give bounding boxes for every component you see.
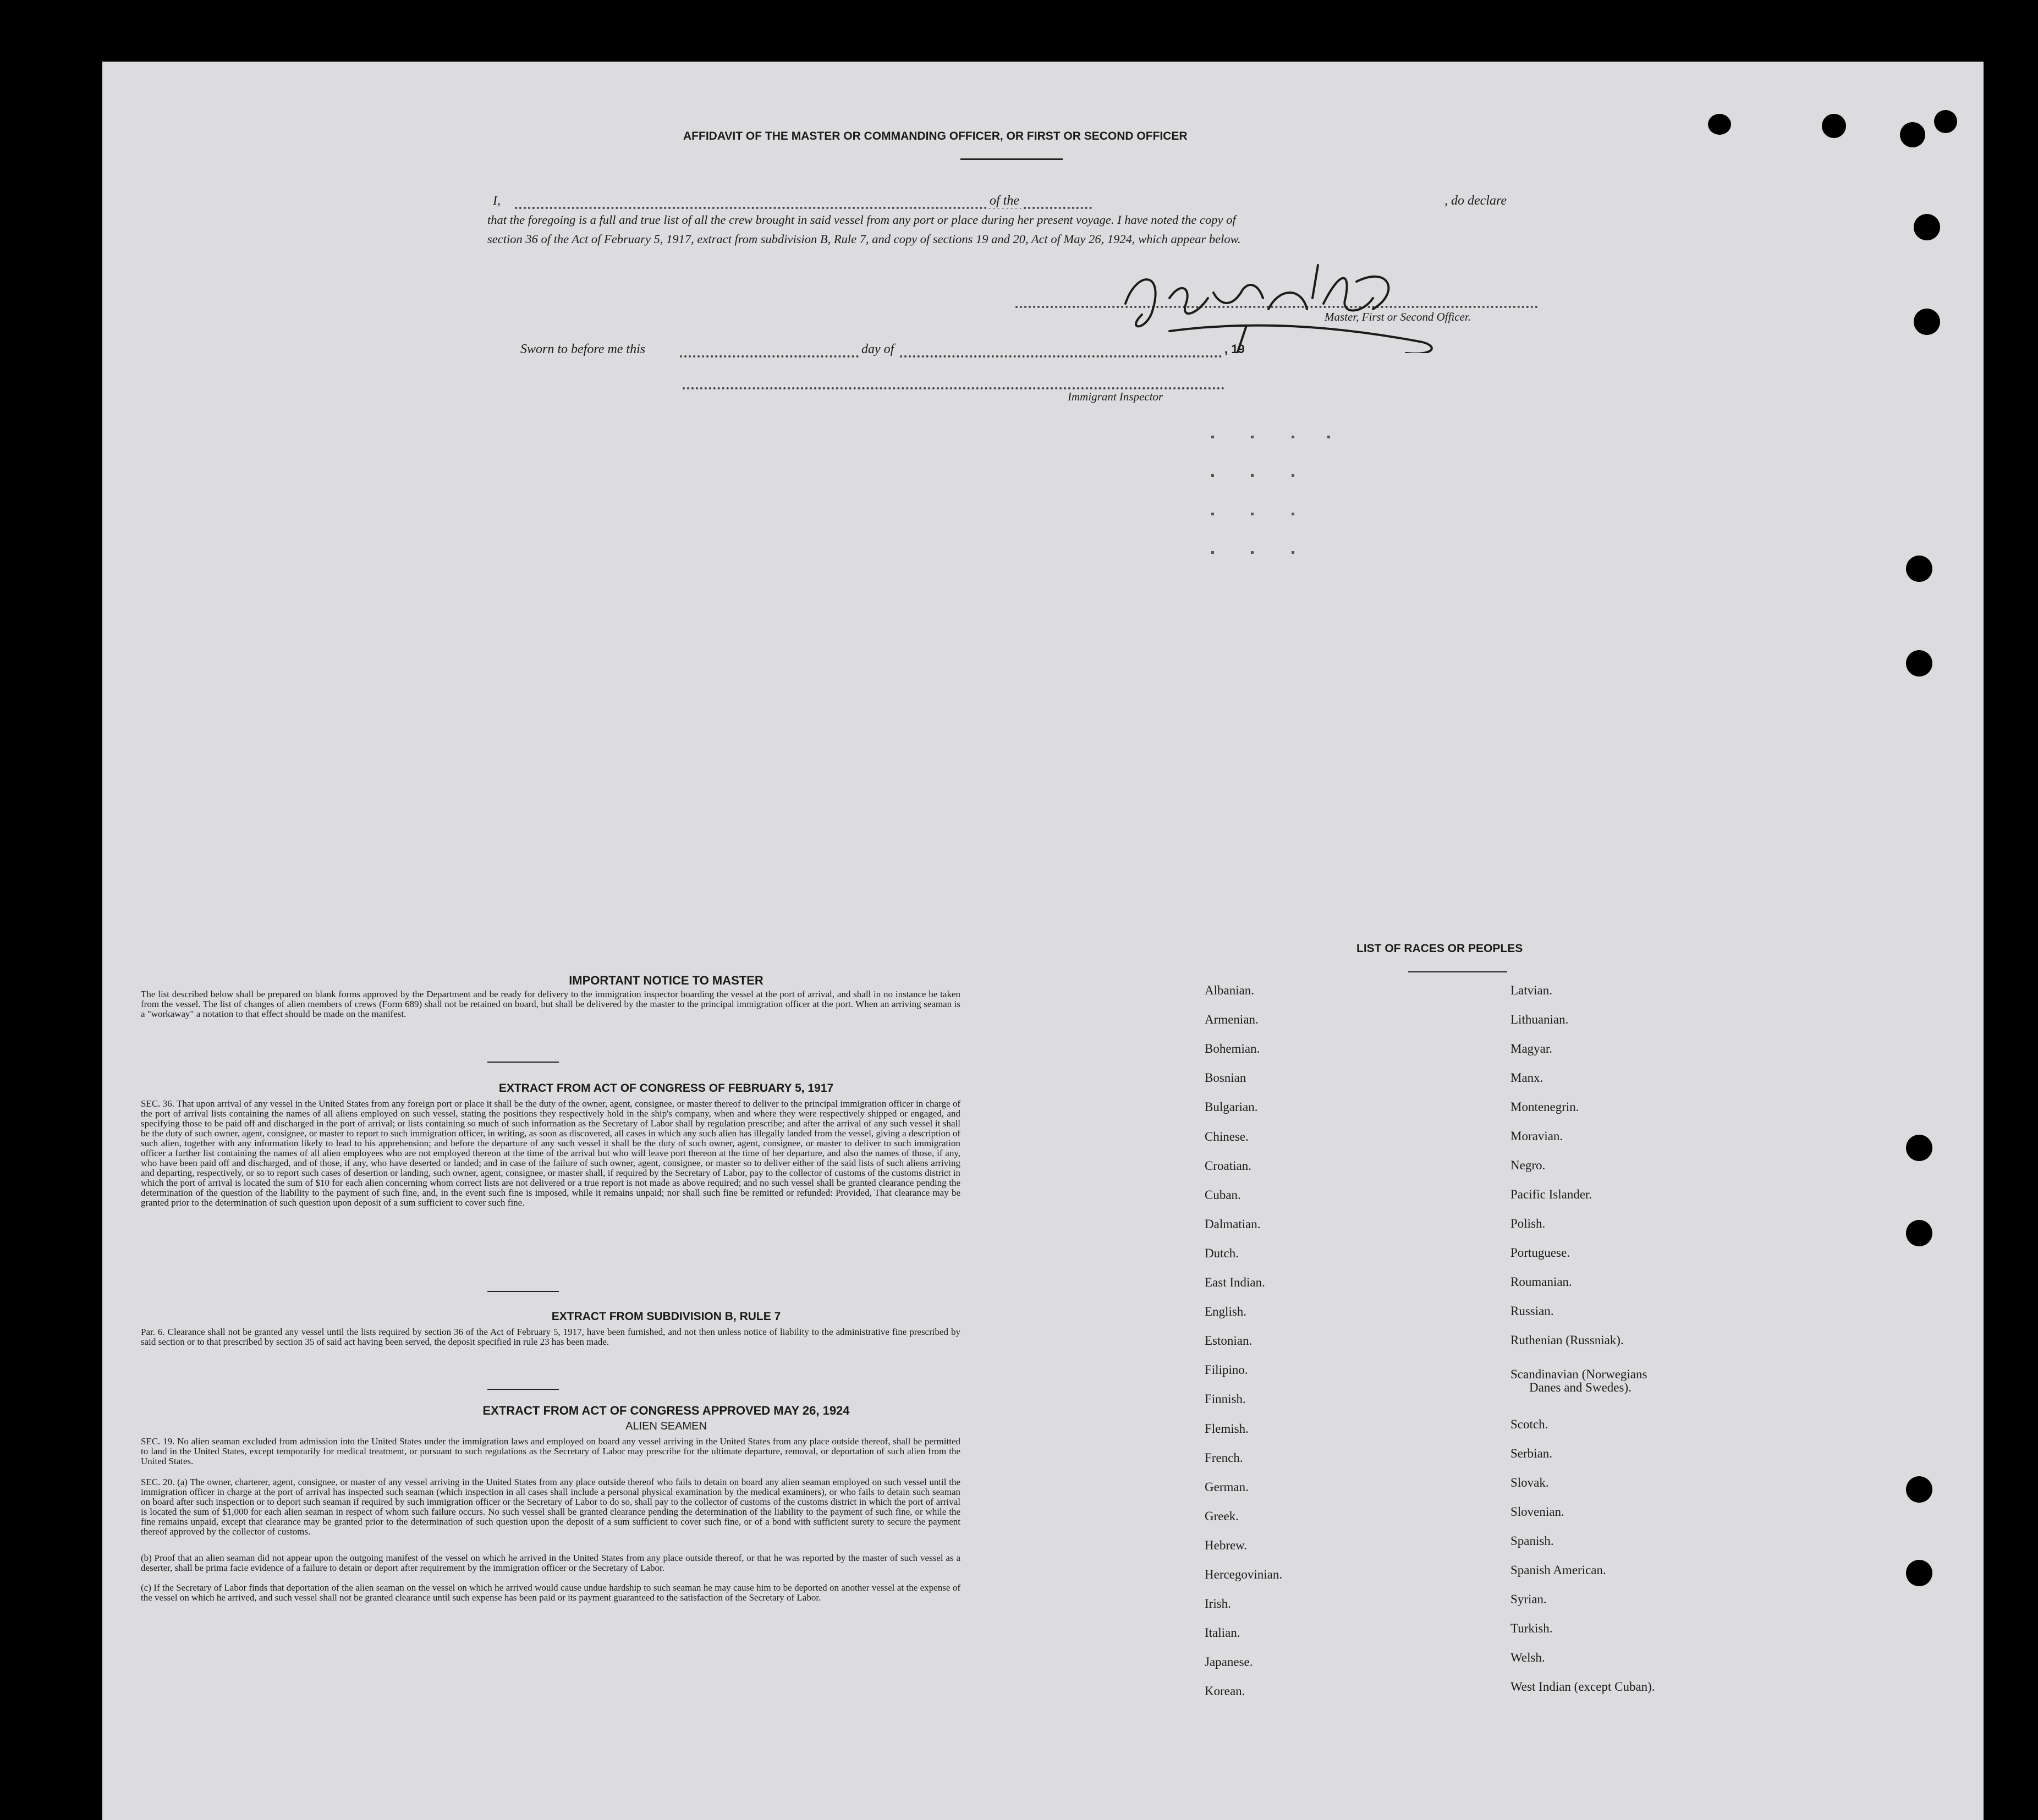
race-item: Lithuanian. bbox=[1510, 1013, 1569, 1026]
race-item: Bohemian. bbox=[1205, 1042, 1260, 1056]
punch-hole bbox=[1900, 122, 1925, 147]
extract-1917-body: SEC. 36. That upon arrival of any vessel in the United States from any foreign port or place it shall be the duty of the owner, agent, consignee, or master thereof to deliver to the principal immigration officer in charge of the port of arrival lists containing the names of all aliens employed on such vessel, stating the positions they respectively hold in the ship's company, when and where they were respectively shipped or engaged, and specifying those to be paid off and discharged in the port of arrival; or lists containing so much of such information as the Secretary of Labor shall by regulation prescribe; and after the arrival of any such vessel it shall be the duty of such owner, agent, consignee, or master to report to such immigration officer, in writing, as soon as discovered, all cases in which any such alien has illegally landed from the vessel, giving a description of such alien, together with any information likely to lead to his apprehension; and before the departure of any such vessel it shall be the duty of such owner, agent, consignee, or master to deliver to such immigration officer a further list containing the names of all alien employees who are not employed thereon at the time of the arrival but who will leave port thereon at the time of her departure, and also the names of those, if any, who have been paid off and discharged, and of those, if any, who have deserted or landed; and in case of the failure of such owner, agent, consignee, or master so to deliver either of the said lists of such aliens arriving and departing, respectively, or so to report such cases of desertion or landing, such owner, agent, consignee, or master shall, if required by the Secretary of Labor, pay to the collector of customs of the customs district in which the port of arrival is located the sum of $10 for each alien concerning whom correct lists are not delivered or a true report is not made as above required; and no such vessel shall be granted clearance pending the determination of the question of the liability to the payment of such fine, and, in the event such fine is imposed, while it remains unpaid; nor shall such fine be remitted or refunded: Provided, That clearance may be granted prior to the determination of such question upon deposit of a sum sufficient to cover such fine. bbox=[141, 1098, 960, 1208]
race-item: Scotch. bbox=[1510, 1417, 1548, 1431]
extract-1924-title: EXTRACT FROM ACT OF CONGRESS APPROVED MAY 26, 1924 bbox=[482, 1404, 850, 1417]
signature-image bbox=[1103, 249, 1488, 353]
sec20c-body: (c) If the Secretary of Labor finds that deportation of the alien seaman on the vessel on which he arrived would cause undue hardship to such seaman he may cause him to be deported on another vessel at the expense of the vessel on which he arrived, and such vessel shall not be granted clearance until such expense has been paid or its payment guaranteed to the satisfaction of the Secretary of Labor. bbox=[141, 1582, 960, 1603]
day-of-label: day of bbox=[861, 342, 894, 356]
race-item: Armenian. bbox=[1205, 1013, 1259, 1027]
race-item: Slovenian. bbox=[1510, 1505, 1564, 1519]
race-item: Hercegovinian. bbox=[1205, 1568, 1283, 1581]
document-page bbox=[102, 62, 1984, 1820]
race-item: Russian. bbox=[1510, 1304, 1554, 1318]
notice-body: The list described below shall be prepared on blank forms approved by the Department and be ready for delivery to the immigration inspector boarding the vessel at the port of arrival, and shall in no instance be taken from the vessel. The list of changes of alien members of crews (Form 689) shall not be retained on board, but shall be delivered by the master to the principal immigration officer at the port. When an arriving seaman is a "workaway" a notation to that effect should be made on the manifest. bbox=[141, 989, 960, 1019]
affidavit-line3: section 36 of the Act of February 5, 1917, extract from subdivision B, Rule 7, and copy of sections 19 and 20, Act of May 26, 1924, which appear below. bbox=[487, 232, 1241, 246]
race-item: Cuban. bbox=[1205, 1187, 1241, 1202]
race-item: Hebrew. bbox=[1205, 1538, 1248, 1552]
affidavit-i: I, bbox=[493, 194, 501, 208]
race-item: Albanian. bbox=[1205, 983, 1255, 997]
inspector-caption: Immigrant Inspector bbox=[1068, 390, 1163, 403]
race-item: Slovak. bbox=[1510, 1476, 1549, 1489]
punch-hole bbox=[1906, 650, 1932, 677]
race-item: Croatian. bbox=[1205, 1158, 1251, 1173]
rule7-title: EXTRACT FROM SUBDIVISION B, RULE 7 bbox=[551, 1310, 781, 1323]
affidavit-title: AFFIDAVIT OF THE MASTER OR COMMANDING OFFICER, OR FIRST OR SECOND OFFICER bbox=[683, 130, 1188, 142]
race-item: Moravian. bbox=[1510, 1129, 1563, 1143]
race-item: Finnish. bbox=[1205, 1392, 1246, 1406]
race-item: Magyar. bbox=[1510, 1042, 1553, 1055]
month-blank bbox=[900, 355, 1222, 358]
punch-hole bbox=[1914, 309, 1940, 335]
punch-hole bbox=[1708, 114, 1731, 135]
punch-hole bbox=[1906, 1476, 1932, 1503]
punch-hole bbox=[1914, 214, 1940, 240]
affidavit-declare: , do declare bbox=[1444, 194, 1507, 208]
race-item: Spanish American. bbox=[1510, 1563, 1606, 1577]
race-item: Scandinavian (Norwegians bbox=[1510, 1367, 1647, 1381]
race-item: French. bbox=[1205, 1450, 1243, 1465]
punch-hole bbox=[1822, 114, 1846, 138]
sec20a-body: SEC. 20. (a) The owner, charterer, agent, consignee, or master of any vessel arriving in the United States from any place outside thereof who fails to detain on board any alien seaman employed on such vessel until the immigration officer in charge at the port of arrival has inspected such seaman (which inspection in all cases shall include a personal physical examination by the medical examiners), or who fails to detain such seaman on board after such inspection or to deport such seaman if required by such immigration officer or the Secretary of Labor to do so, shall pay to the collector of customs of the customs district in which the port of arrival is located the sum of $1,000 for each alien seaman in respect of whom such failure occurs. No such vessel shall be granted clearance pending the determination of the liability to the payment of such fine, or while the fine remains unpaid, except that clearance may be granted prior to the determination of such question upon the deposit of a sum sufficient to cover such fine, or of a bond with sufficient surety to secure the payment thereof approved by the collector of customs. bbox=[141, 1477, 960, 1537]
race-item: Italian. bbox=[1205, 1626, 1240, 1640]
race-item: Roumanian. bbox=[1510, 1275, 1572, 1289]
race-item: Dutch. bbox=[1205, 1246, 1239, 1260]
race-item: Portuguese. bbox=[1510, 1246, 1570, 1260]
day-blank bbox=[680, 355, 859, 358]
punch-hole bbox=[1934, 110, 1957, 133]
extract-1924-subtitle: ALIEN SEAMEN bbox=[625, 1420, 707, 1432]
race-item: Negro. bbox=[1510, 1158, 1546, 1172]
sec20b-body: (b) Proof that an alien seaman did not appear upon the outgoing manifest of the vessel on which he arrived in the United States from any place outside thereof, or that he was reported by the master of such vessel as a deserter, shall be prima facie evidence of a failure to detain or deport after requirement by the immigration officer or the Secretary of Labor. bbox=[141, 1553, 960, 1573]
race-item: English. bbox=[1205, 1305, 1247, 1319]
race-item: Flemish. bbox=[1205, 1421, 1249, 1436]
title-rule bbox=[960, 158, 1063, 160]
race-item: Manx. bbox=[1510, 1071, 1543, 1085]
signature-caption: Master, First or Second Officer. bbox=[1325, 310, 1471, 323]
race-item: Montenegrin. bbox=[1510, 1100, 1579, 1114]
race-item: Greek. bbox=[1205, 1509, 1239, 1523]
year-label: , 19 bbox=[1224, 342, 1245, 356]
race-item: Danes and Swedes). bbox=[1529, 1381, 1632, 1394]
race-item: Korean. bbox=[1205, 1684, 1245, 1698]
race-item: Turkish. bbox=[1510, 1621, 1553, 1635]
affidavit-line2: that the foregoing is a full and true list of all the crew brought in said vessel from any port or place during her present voyage. I have noted the copy of bbox=[487, 213, 1236, 227]
race-item: Japanese. bbox=[1205, 1655, 1253, 1669]
race-item: Estonian. bbox=[1205, 1334, 1253, 1348]
rule7-body: Par. 6. Clearance shall not be granted any vessel until the lists required by section 36 of the Act of February 5, 1917, have been furnished, and not then unless notice of liability to the administrative fine prescribed by said section or to that prescribed by section 35 of said act having been served, the deposit specified in rule 23 has been made. bbox=[141, 1327, 960, 1347]
race-item: Serbian. bbox=[1510, 1447, 1553, 1460]
race-item: Syrian. bbox=[1510, 1592, 1547, 1606]
sec19-body: SEC. 19. No alien seaman excluded from admission into the United States under the immigration laws and employed on board any vessel arriving in the United States from any place outside thereof, shall be permitted to land in the United States, except temporarily for medical treatment, or pursuant to such regulations as the Secretary of Labor may prescribe for the ultimate departure, removal, or deportation of such alien from the United States. bbox=[141, 1436, 960, 1466]
affidavit-of-the: of the bbox=[986, 194, 1023, 208]
race-item: Spanish. bbox=[1510, 1534, 1554, 1548]
race-item: Dalmatian. bbox=[1205, 1217, 1261, 1231]
race-item: Ruthenian (Russniak). bbox=[1510, 1333, 1624, 1347]
race-item: Polish. bbox=[1510, 1217, 1546, 1230]
race-item: East Indian. bbox=[1205, 1275, 1265, 1289]
sworn-label: Sworn to before me this bbox=[520, 342, 646, 356]
race-item: Bulgarian. bbox=[1205, 1100, 1258, 1114]
extract-1917-title: EXTRACT FROM ACT OF CONGRESS OF FEBRUARY 5, 1917 bbox=[498, 1082, 834, 1095]
race-item: Pacific Islander. bbox=[1510, 1187, 1592, 1201]
race-item: Bosnian bbox=[1205, 1071, 1246, 1085]
punch-hole bbox=[1906, 556, 1932, 582]
punch-hole bbox=[1906, 1220, 1932, 1246]
race-item: Chinese. bbox=[1205, 1129, 1249, 1143]
notice-title: IMPORTANT NOTICE TO MASTER bbox=[569, 974, 763, 987]
race-item: German. bbox=[1205, 1480, 1249, 1494]
race-item: Latvian. bbox=[1510, 983, 1552, 997]
race-item: Irish. bbox=[1205, 1597, 1231, 1611]
races-title: LIST OF RACES OR PEOPLES bbox=[1356, 942, 1523, 955]
race-item: Filipino. bbox=[1205, 1363, 1248, 1377]
punch-hole bbox=[1906, 1135, 1932, 1161]
race-item: Welsh. bbox=[1510, 1651, 1545, 1664]
punch-hole bbox=[1906, 1560, 1932, 1586]
race-item: West Indian (except Cuban). bbox=[1510, 1680, 1655, 1693]
inspector-blank bbox=[683, 387, 1224, 389]
